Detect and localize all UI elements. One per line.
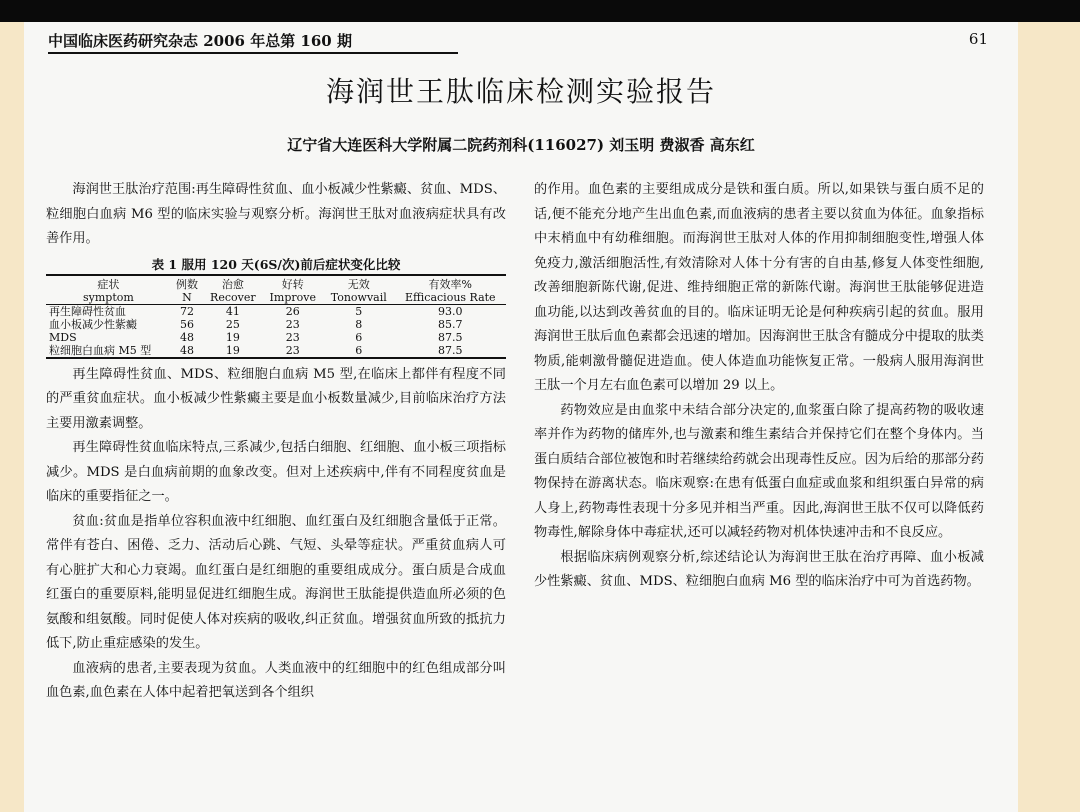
table-header-row	[46, 275, 506, 291]
table-cell: 26	[285, 304, 300, 318]
table-row	[46, 304, 506, 318]
running-header	[48, 28, 998, 54]
paragraph: 再生障碍性贫血临床特点,三系减少,包括白细胞、红细胞、血小板三项指标减少。MDS 是白血病前期的血象改变。但对上述疾病中,伴有不同程度贫血是临床的重要指征之一。	[46, 440, 506, 504]
table-cell: 72	[179, 304, 194, 318]
table-header-cell: Efficacious Rate	[395, 291, 506, 305]
table-header-cell: N	[171, 291, 203, 305]
left-column	[46, 178, 506, 706]
table-header-cell: symptom	[46, 291, 171, 305]
table-cell: 再生障碍性贫血	[49, 304, 126, 318]
table-cell: 85.7	[438, 317, 463, 331]
header-rule	[48, 52, 458, 54]
paragraph: 贫血:贫血是指单位容积血液中红细胞、血红蛋白及红细胞含量低于正常。常伴有苍白、困倦、乏力、活动后心跳、气短、头晕等症状。严重贫血病人可有心脏扩大和心力衰竭。血红蛋白是红细胞的重要组成成分。蛋白质是合成血红蛋白的重要原料,能明显促进红细胞生成。海润世王肽能提供造血所必须的色氨酸和组氨酸。同时促使人体对疾病的吸收,纠正贫血。增强贫血所致的抵抗力低下,防止重症感染的发生。	[46, 513, 506, 651]
table-cell: 93.0	[438, 304, 463, 318]
table-header-cell: 症状	[46, 275, 171, 291]
table-cell: 23	[285, 330, 300, 344]
table-cell: 23	[285, 317, 300, 331]
scanned-page	[24, 22, 1018, 812]
table-cell: 56	[179, 317, 194, 331]
author-line: 辽宁省大连医科大学附属二院药剂科(116027) 刘玉明 费淑香 高东红	[287, 136, 755, 154]
article-title: 海润世王肽临床检测实验报告	[325, 75, 716, 108]
table-cell: 87.5	[395, 344, 506, 358]
paragraph: 海润世王肽治疗范围:再生障碍性贫血、血小板减少性紫癜、贫血、MDS、粒细胞白血病 M6 型的临床实验与观察分析。海润世王肽对血液病症状具有改善作用。	[46, 182, 506, 246]
table-cell: 6	[323, 344, 395, 358]
table-caption: 表 1 服用 120 天(6S/次)前后症状变化比较	[151, 256, 401, 272]
table-cell: 6	[355, 330, 363, 344]
table-cell: 25	[225, 317, 240, 331]
page-number: 61	[968, 30, 988, 48]
table-cell: 48	[179, 330, 194, 344]
paragraph: 药物效应是由血浆中未结合部分决定的,血浆蛋白除了提高药物的吸收速率并作为药物的储库外,也与激素和维生素结合并保持它们在整个身体内。当蛋白质结合部位被饱和时若继续给药就会出现毒性反应。因为后给的那部分药物保持在游离状态。临床观察:在患有低蛋白血症或血浆和组织蛋白异常的病人身上,药物毒性表现十分多见并相当严重。因此,海润世王肽不仅可以降低药物毒性,解除身体中毒症状,还可以减轻药物对机体快速冲击和不良反应。	[534, 402, 984, 540]
table-header-cell: 好转	[263, 275, 323, 291]
paragraph: 再生障碍性贫血、MDS、粒细胞白血病 M5 型,在临床上都伴有程度不同的严重贫血症状。血小板减少性紫癜主要是血小板数量减少,目前临床治疗方法主要用激素调整。	[46, 366, 506, 431]
table-cell: 48	[171, 344, 203, 358]
table-header-cell: Tonowvail	[323, 291, 395, 305]
paragraph: 根据临床病例观察分析,综述结论认为海润世王肽在治疗再障、血小板减少性紫癜、贫血、MDS、粒细胞白血病 M6 型的临床治疗中可为首选药物。	[534, 549, 984, 589]
left-background-strip	[0, 22, 24, 812]
table-cell: 19	[203, 344, 262, 358]
table-header-cell: Improve	[263, 291, 323, 305]
table-cell: 87.5	[438, 330, 463, 344]
paragraph: 血液病的患者,主要表现为贫血。人类血液中的红细胞中的红色组成部分叫血色素,血色素在人体中起着把氧送到各个组织	[46, 660, 506, 700]
table-row	[46, 331, 506, 344]
table-cell: 41	[225, 304, 240, 318]
table-header-row-en	[46, 291, 506, 305]
table-cell: 19	[225, 330, 240, 344]
table-cell: MDS	[49, 330, 77, 344]
right-background-strip	[1018, 22, 1080, 812]
table-cell: 23	[263, 344, 323, 358]
table-cell: 血小板减少性紫癜	[49, 317, 137, 331]
table-header-cell: 无效	[323, 275, 395, 291]
table-header-cell: 治愈	[203, 275, 262, 291]
table-header-cell: Recover	[203, 291, 262, 305]
results-table	[46, 274, 506, 359]
table-cell: 5	[355, 304, 363, 318]
paragraph: 的作用。血色素的主要组成成分是铁和蛋白质。所以,如果铁与蛋白质不足的话,便不能充分地产生出血色素,而血液病的患者主要以贫血为体征。血象指标中末梢血中有幼稚细胞。而海润世王肽对人体的作用抑制细胞变性,增强人体免疫力,激活细胞活性,有效清除对人体十分有害的自由基,修复人体变性细胞,改善细胞新陈代谢,促进、维持细胞正常的新陈代谢。海润世王肽能够促进造血功能,以达到改善贫血的目的。临床证明无论是何种疾病引起的贫血。服用海润世王肽后血色素都会迅速的增加。因海润世王肽含有髓成分中提取的肽类物质,能刺激骨髓促进造血。使人体造血功能恢复正常。一般病人服用海润世王肽一个月左右血色素可以增加 29 以上。	[534, 182, 984, 393]
table-row	[46, 318, 506, 331]
table-header-cell: 例数	[171, 275, 203, 291]
table-cell: 粒细胞白血病 M5 型	[46, 344, 171, 358]
journal-name: 中国临床医药研究杂志 2006 年总第 160 期	[48, 32, 352, 50]
top-dark-band	[0, 0, 1080, 22]
right-column	[534, 178, 984, 595]
table-cell: 8	[355, 317, 363, 331]
table-header-cell: 有效率%	[395, 275, 506, 291]
table-row	[46, 344, 506, 358]
